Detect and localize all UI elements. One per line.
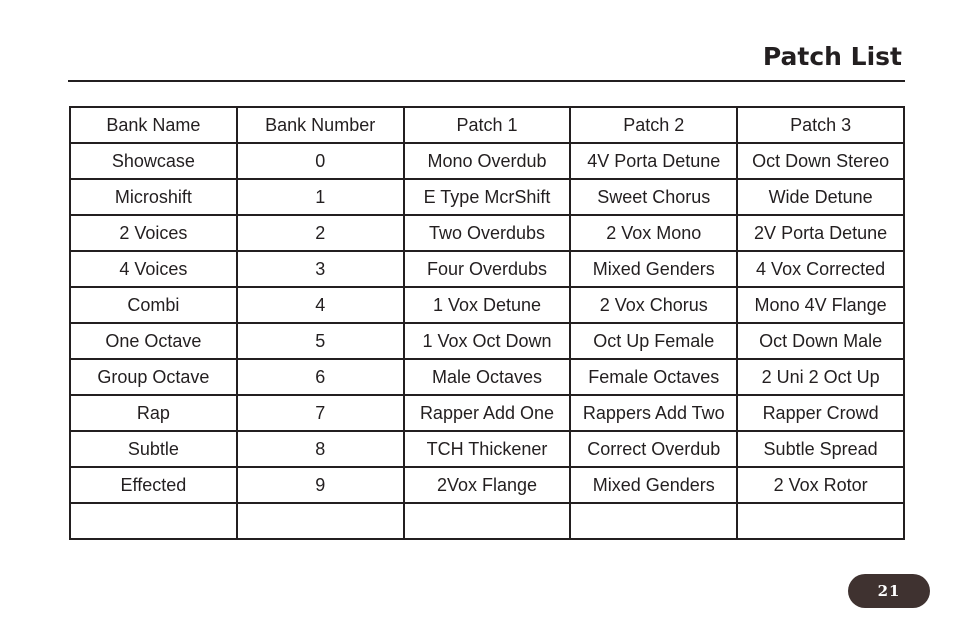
table-row (70, 323, 904, 359)
cell-bank-name: Rap (70, 395, 237, 431)
cell-bank-number: 8 (237, 431, 404, 467)
cell-patch-3: 4 Vox Corrected (737, 251, 904, 287)
cell-patch-1 (404, 503, 571, 539)
cell-bank-name: Effected (70, 467, 237, 503)
cell-bank-name: Subtle (70, 431, 237, 467)
cell-bank-number: 0 (237, 143, 404, 179)
cell-patch-2: Rappers Add Two (570, 395, 737, 431)
cell-bank-number: 9 (237, 467, 404, 503)
cell-bank-name: One Octave (70, 323, 237, 359)
cell-patch-2: Sweet Chorus (570, 179, 737, 215)
cell-patch-3 (737, 503, 904, 539)
cell-patch-1: 1 Vox Detune (404, 287, 571, 323)
table-row (70, 179, 904, 215)
cell-bank-name: Combi (70, 287, 237, 323)
header-patch-1: Patch 1 (404, 107, 571, 143)
cell-patch-2: 2 Vox Chorus (570, 287, 737, 323)
page-title: Patch List (762, 42, 902, 71)
page-number-badge: 21 (848, 574, 930, 608)
table-body (70, 107, 904, 539)
cell-bank-name: Showcase (70, 143, 237, 179)
cell-patch-1: Four Overdubs (404, 251, 571, 287)
cell-patch-1: Mono Overdub (404, 143, 571, 179)
cell-bank-number: 6 (237, 359, 404, 395)
cell-bank-number: 5 (237, 323, 404, 359)
cell-bank-number: 1 (237, 179, 404, 215)
header-bank-number: Bank Number (237, 107, 404, 143)
cell-patch-1: Two Overdubs (404, 215, 571, 251)
table-row (70, 395, 904, 431)
cell-patch-2: Oct Up Female (570, 323, 737, 359)
header-patch-2: Patch 2 (570, 107, 737, 143)
table-row (70, 431, 904, 467)
cell-patch-3: 2 Uni 2 Oct Up (737, 359, 904, 395)
cell-bank-name: Microshift (70, 179, 237, 215)
cell-patch-2 (570, 503, 737, 539)
title-divider (68, 80, 905, 82)
cell-patch-2: 4V Porta Detune (570, 143, 737, 179)
cell-patch-1: Male Octaves (404, 359, 571, 395)
header-bank-name: Bank Name (70, 107, 237, 143)
cell-bank-name: Group Octave (70, 359, 237, 395)
table-row (70, 359, 904, 395)
cell-patch-1: 2Vox Flange (404, 467, 571, 503)
cell-bank-number: 2 (237, 215, 404, 251)
cell-bank-name: 2 Voices (70, 215, 237, 251)
table-row (70, 287, 904, 323)
header-patch-3: Patch 3 (737, 107, 904, 143)
cell-patch-3: 2V Porta Detune (737, 215, 904, 251)
cell-bank-name: 4 Voices (70, 251, 237, 287)
cell-patch-3: Oct Down Male (737, 323, 904, 359)
table-row (70, 215, 904, 251)
table-row (70, 503, 904, 539)
cell-patch-3: Wide Detune (737, 179, 904, 215)
cell-patch-2: Correct Overdub (570, 431, 737, 467)
cell-bank-number: 4 (237, 287, 404, 323)
cell-bank-number: 7 (237, 395, 404, 431)
cell-bank-name (70, 503, 237, 539)
table-row (70, 143, 904, 179)
cell-patch-1: 1 Vox Oct Down (404, 323, 571, 359)
cell-patch-1: TCH Thickener (404, 431, 571, 467)
cell-patch-3: Mono 4V Flange (737, 287, 904, 323)
table-row (70, 251, 904, 287)
cell-patch-1: E Type McrShift (404, 179, 571, 215)
cell-patch-3: Rapper Crowd (737, 395, 904, 431)
table-row (70, 467, 904, 503)
table-header-row (70, 107, 904, 143)
cell-patch-2: Female Octaves (570, 359, 737, 395)
cell-patch-3: Oct Down Stereo (737, 143, 904, 179)
cell-patch-1: Rapper Add One (404, 395, 571, 431)
cell-bank-number (237, 503, 404, 539)
cell-patch-3: 2 Vox Rotor (737, 467, 904, 503)
cell-patch-2: Mixed Genders (570, 467, 737, 503)
cell-patch-3: Subtle Spread (737, 431, 904, 467)
patch-list-table (69, 106, 905, 540)
cell-patch-2: Mixed Genders (570, 251, 737, 287)
cell-bank-number: 3 (237, 251, 404, 287)
cell-patch-2: 2 Vox Mono (570, 215, 737, 251)
